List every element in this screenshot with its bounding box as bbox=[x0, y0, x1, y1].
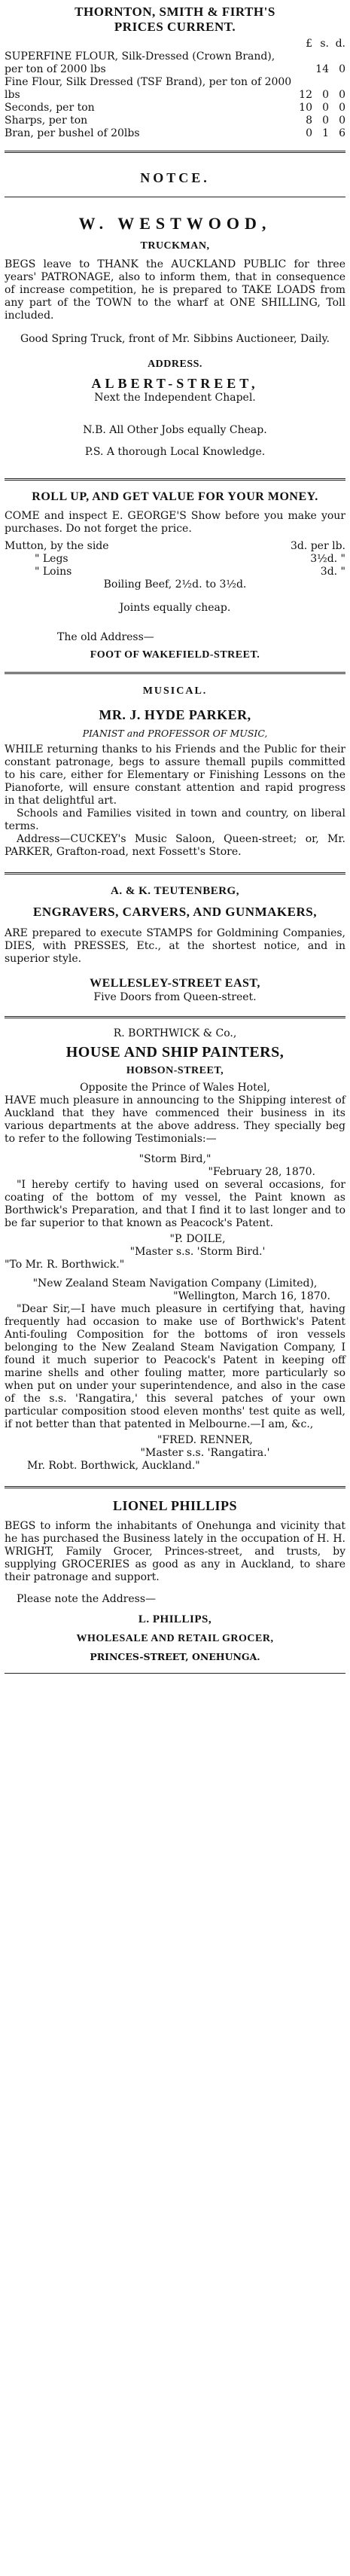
price-pounds bbox=[296, 50, 312, 76]
price-item: SUPERFINE FLOUR, Silk-Dressed (Crown Brand), per ton of 2000 lbs bbox=[5, 50, 275, 75]
notice-heading: NOTCE. bbox=[140, 170, 210, 185]
price-pence: 0 bbox=[339, 114, 345, 127]
meat-row bbox=[5, 566, 345, 578]
address-label: ADDRESS. bbox=[148, 359, 202, 370]
ad-title: THORNTON, SMITH & FIRTH'S bbox=[75, 5, 275, 19]
advertiser-name: W. WESTWOOD, bbox=[78, 214, 272, 233]
meat-row bbox=[5, 553, 345, 566]
meat-price: 3½d. " bbox=[310, 553, 345, 565]
price-pounds: 8 bbox=[306, 114, 312, 127]
firm-street: HOBSON-STREET, bbox=[126, 1065, 224, 1076]
prices-current-ad bbox=[5, 0, 345, 140]
firm-name: R. BORTHWICK & Co., bbox=[113, 1027, 237, 1039]
price-pounds: 0 bbox=[306, 127, 312, 139]
testimonial-recipient: Mr. Robt. Borthwick, Auckland." bbox=[27, 1460, 200, 1472]
grocer-name: LIONEL PHILLIPS bbox=[112, 1498, 238, 1513]
meat-price-list bbox=[5, 540, 345, 591]
price-pence: 0 bbox=[339, 89, 345, 101]
testimonial-body: "Dear Sir,—I have much pleasure in certifying that, having frequently had occasion to make use of Borthwick's Patent Anti-fouling Composition for the bottoms of iron vessels belonging to the New Zealand Steam Navigation Company, I found it much superior to Peacock's Patent in keeping off marine shells and other fouling matter, more particularly so when put on under your superintendence, and also in the case of the s.s. 'Rangatira,' this several patches of your own particular composition stood eleven months' test quite as well, if not better than that patented in Melbourne.—I am, &c., bbox=[5, 1303, 345, 1430]
ad-body: COME and inspect E. GEORGE'S Show before you make your purchases. Do not forget the price. bbox=[5, 510, 345, 535]
firm-name: L. PHILLIPS, bbox=[138, 1613, 212, 1625]
price-shillings: 14 bbox=[315, 63, 329, 75]
price-pence: 6 bbox=[339, 127, 345, 139]
column-pence: d. bbox=[335, 38, 345, 50]
testimonial-role: "Master s.s. 'Storm Bird.' bbox=[129, 1246, 266, 1258]
meat-price: 3d. " bbox=[320, 566, 345, 578]
testimonial-date: "February 28, 1870. bbox=[208, 1166, 315, 1178]
schools-note: Schools and Families visited in town and country, on liberal terms. bbox=[5, 807, 345, 832]
ad-body: BEGS leave to THANK the AUCKLAND PUBLIC for three years' PATRONAGE, also to inform them, that in consequence of increase competition, he is prepared to TAKE LOADS from any part of the TOWN to the wharf at ONE SHILLING, Toll included. bbox=[5, 258, 345, 322]
postscript: P.S. A thorough Local Knowledge. bbox=[84, 446, 266, 458]
price-pence: 0 bbox=[339, 102, 345, 114]
testimonial-role: "Master s.s. 'Rangatira.' bbox=[140, 1447, 270, 1459]
firm-trade: WHOLESALE AND RETAIL GROCER, bbox=[76, 1633, 274, 1644]
price-item: Sharps, per ton bbox=[5, 114, 88, 127]
divider bbox=[5, 1673, 345, 1674]
teacher-role: PIANIST and PROFESSOR OF MUSIC, bbox=[82, 728, 268, 739]
westwood-ad bbox=[5, 197, 345, 459]
testimonial-body: "I hereby certify to having used on several occasions, for coating of the bottom of my vessel, the Paint known as Borthwick's Preparation, and that I find it to last longer and to be far superior to that known as Peacock's Patent. bbox=[5, 1179, 345, 1229]
ad-title: ROLL UP, AND GET VALUE FOR YOUR MONEY. bbox=[32, 490, 318, 503]
grocer-ad bbox=[5, 1488, 345, 1662]
firm-trade: HOUSE AND SHIP PAINTERS, bbox=[65, 1044, 285, 1061]
meat-item: Mutton, by the side bbox=[5, 540, 109, 552]
firm-trade: ENGRAVERS, CARVERS, AND GUNMAKERS, bbox=[33, 905, 317, 919]
engravers-ad bbox=[5, 874, 345, 1004]
old-address-label: The old Address— bbox=[57, 631, 154, 643]
price-pounds: 12 bbox=[299, 89, 312, 101]
teacher-name: MR. J. HYDE PARKER, bbox=[99, 707, 251, 722]
address-street: ALBERT-STREET, bbox=[91, 376, 259, 391]
column-pounds: £ bbox=[306, 38, 312, 50]
old-address: FOOT OF WAKEFIELD-STREET. bbox=[90, 649, 260, 661]
price-shillings: 0 bbox=[322, 114, 329, 127]
price-pence: 0 bbox=[339, 63, 345, 75]
price-shillings: 1 bbox=[322, 127, 329, 139]
ad-body: ARE prepared to execute STAMPS for Goldmining Companies, DIES, with PRESSES, Etc., at the shortest notice, and in superior style. bbox=[5, 927, 345, 965]
testimonial-signature: "P. DOILE, bbox=[169, 1233, 226, 1245]
price-table bbox=[5, 38, 345, 140]
price-shillings: 0 bbox=[322, 89, 329, 101]
meat-item: Boiling Beef, 2½d. to 3½d. bbox=[103, 578, 247, 591]
ad-heading: MUSICAL. bbox=[142, 685, 208, 697]
nota-bene: N.B. All Other Jobs equally Cheap. bbox=[83, 424, 267, 436]
testimonial-heading: "New Zealand Steam Navigation Company (Limited), bbox=[32, 1277, 318, 1290]
testimonial-recipient: "To Mr. R. Borthwick." bbox=[5, 1259, 125, 1271]
address-note: Please note the Address— bbox=[17, 1593, 157, 1605]
column-shillings: s. bbox=[320, 38, 329, 50]
address-note: Next the Independent Chapel. bbox=[94, 392, 256, 404]
price-row bbox=[5, 127, 345, 140]
testimonial-signature: "FRED. RENNER, bbox=[157, 1434, 253, 1446]
price-row bbox=[5, 76, 345, 102]
meat-item: " Legs bbox=[35, 553, 68, 565]
price-row bbox=[5, 50, 345, 76]
divider bbox=[5, 151, 345, 153]
meat-price: 3d. per lb. bbox=[290, 540, 345, 552]
firm-location: Opposite the Prince of Wales Hotel, bbox=[80, 1082, 270, 1094]
price-shillings: 0 bbox=[322, 102, 329, 114]
firm-name: A. & K. TEUTENBERG, bbox=[111, 885, 239, 897]
butcher-ad bbox=[5, 481, 345, 661]
teacher-address: Address—CUCKEY's Music Saloon, Queen-street; or, Mr. PARKER, Grafton-road, next Fossett's Store. bbox=[5, 833, 345, 858]
painters-ad bbox=[5, 1018, 345, 1473]
firm-location: PRINCES-STREET, ONEHUNGA. bbox=[90, 1651, 260, 1662]
truck-stand: Good Spring Truck, front of Mr. Sibbins Auctioneer, Daily. bbox=[20, 333, 330, 345]
newspaper-column bbox=[5, 0, 345, 1674]
ad-body: BEGS to inform the inhabitants of Onehunga and vicinity that he has purchased the Business lately in the occupation of H. H. WRIGHT, Family Grocer, Princes-street, and trusts, by supplying GROCERIES as good as any in Auckland, to share their patronage and support. bbox=[5, 1520, 345, 1583]
price-row bbox=[5, 102, 345, 114]
price-item: Bran, per bushel of 20lbs bbox=[5, 127, 140, 139]
ad-body: HAVE much pleasure in announcing to the Shipping interest of Auckland that they have commenced their business in its various departments at the above address. They specially beg to refer to the following Testimonials:— bbox=[5, 1094, 345, 1145]
advertiser-trade: TRUCKMAN, bbox=[140, 240, 210, 252]
price-item: Fine Flour, Silk Dressed (TSF Brand), per ton of 2000 lbs bbox=[5, 76, 292, 101]
testimonial-heading: "Storm Bird," bbox=[138, 1153, 212, 1165]
ad-subtitle: PRICES CURRENT. bbox=[114, 20, 236, 34]
musical-ad bbox=[5, 674, 345, 859]
ad-body: WHILE returning thanks to his Friends and the Public for their constant patronage, begs to assure themall pupils committed to his care, either for Elementary or Finishing Lessons on the Pianoforte, will ensure constant attention and rapid progress in that delightful art. bbox=[5, 743, 345, 807]
joints-note: Joints equally cheap. bbox=[119, 602, 231, 614]
testimonial-date: "Wellington, March 16, 1870. bbox=[173, 1290, 330, 1302]
firm-location: Five Doors from Queen-street. bbox=[93, 991, 257, 1003]
price-item: Seconds, per ton bbox=[5, 102, 95, 114]
meat-item: " Loins bbox=[35, 566, 72, 578]
firm-street: WELLESLEY-STREET EAST, bbox=[90, 977, 260, 990]
price-pounds: 10 bbox=[299, 102, 312, 114]
price-row bbox=[5, 114, 345, 127]
meat-row bbox=[5, 578, 345, 591]
meat-row bbox=[5, 540, 345, 553]
